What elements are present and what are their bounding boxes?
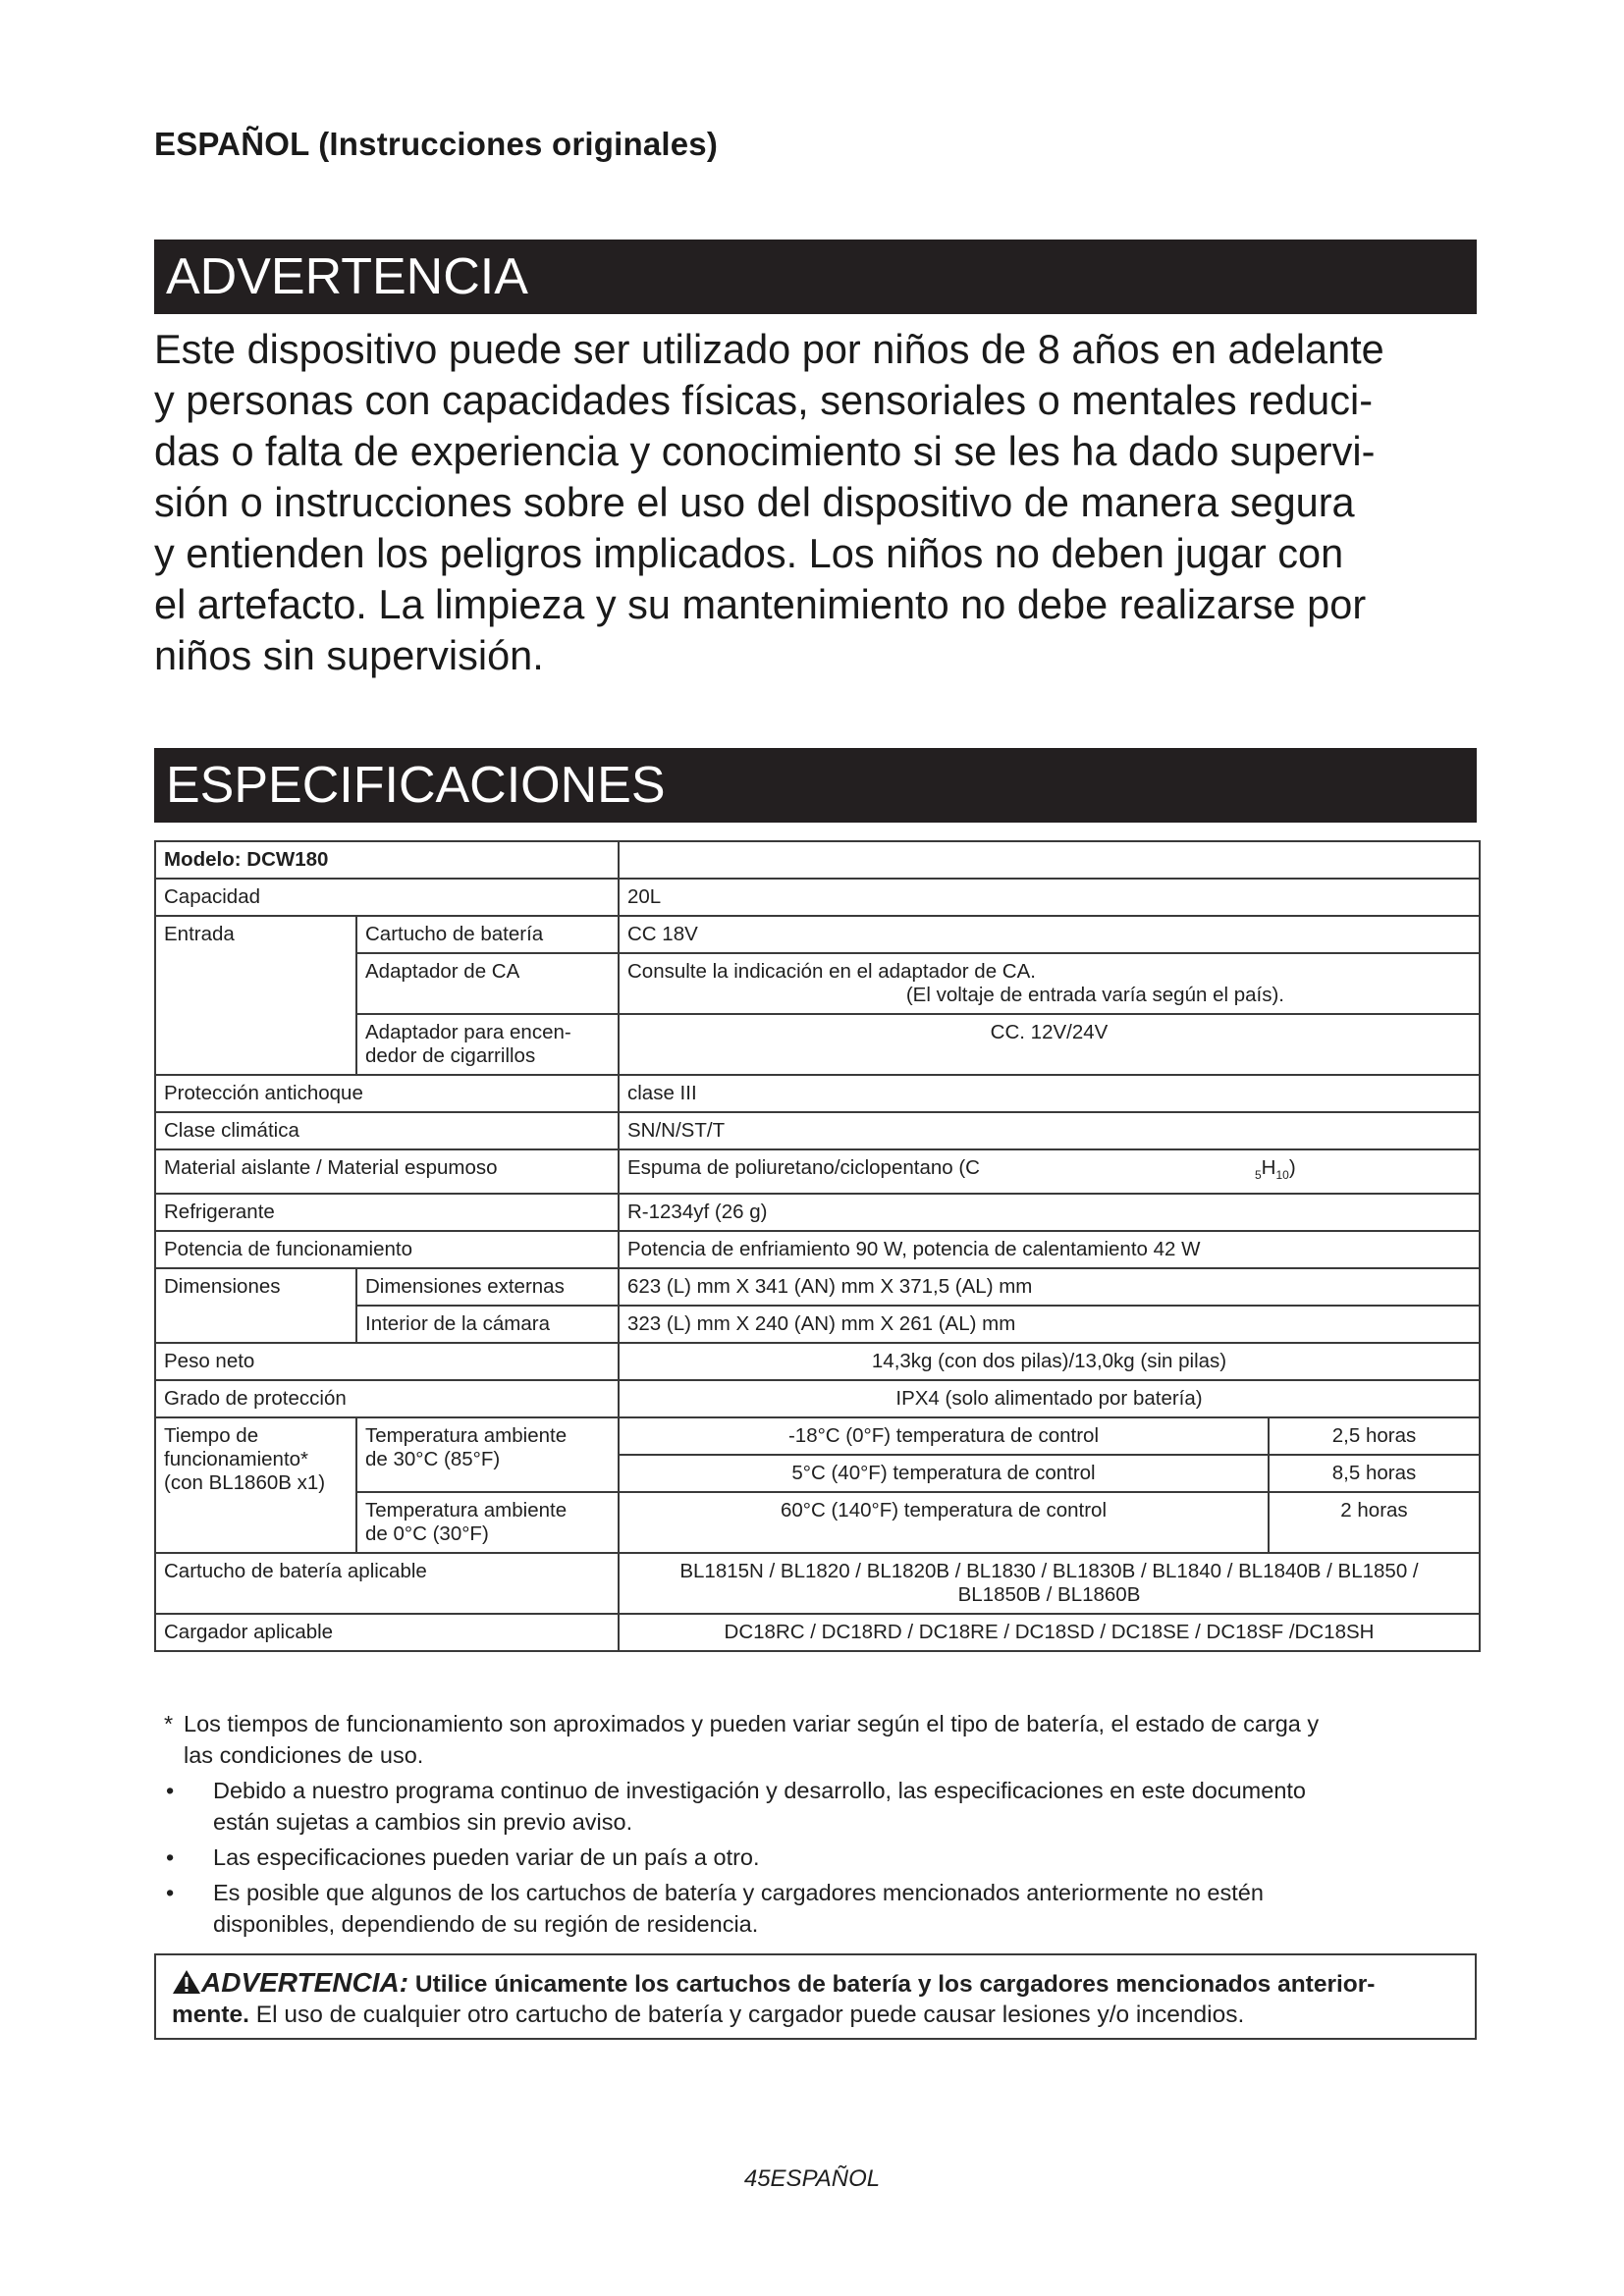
table-row xyxy=(155,1231,1480,1268)
refrigerant-value: R-1234yf (26 g) xyxy=(619,1194,1480,1231)
runtime-condition: 5°C (40°F) temperatura de control xyxy=(619,1455,1269,1492)
table-row xyxy=(155,1268,1480,1306)
formula-subscript: 5 xyxy=(1254,1168,1262,1183)
dimensions-label: Dimensiones xyxy=(155,1268,356,1343)
runtime-hours: 2,5 horas xyxy=(1269,1417,1480,1455)
table-row xyxy=(155,916,1480,953)
ac-adapter-label: Adaptador de CA xyxy=(356,953,619,1014)
interior-dimensions-value: 323 (L) mm X 240 (AN) mm X 261 (AL) mm xyxy=(619,1306,1480,1343)
warning-bold-text: Utilice únicamente los cartuchos de batería y los cargadores mencionados anterior- xyxy=(414,1971,1376,1998)
warning-line: el artefacto. La limpieza y su mantenimiento no debe realizarse por xyxy=(154,581,1367,627)
external-dimensions-value: 623 (L) mm X 341 (AN) mm X 371,5 (AL) mm xyxy=(619,1268,1480,1306)
specification-notes xyxy=(154,1708,1480,1944)
warning-body-text: El uso de cualquier otro cartucho de batería y cargador puede causar lesiones y/o incendios. xyxy=(255,2002,1245,2028)
power-label: Potencia de funcionamiento xyxy=(155,1231,619,1268)
ac-adapter-text: Consulte la indicación en el adaptador de CA. xyxy=(627,960,1036,983)
note-line: Los tiempos de funcionamiento son aproximados y pueden variar según el tipo de batería, el estado de carga y xyxy=(184,1711,1320,1736)
interior-dimensions-label: Interior de la cámara xyxy=(356,1306,619,1343)
applicable-battery-line: BL1815N / BL1820 / BL1820B / BL1830 / BL1830B / BL1840 / BL1840B / BL1850 / xyxy=(679,1560,1419,1583)
runtime-hours: 8,5 horas xyxy=(1269,1455,1480,1492)
footer-language: ESPAÑOL xyxy=(770,2165,881,2192)
note-line: disponibles, dependiendo de su región de residencia. xyxy=(213,1911,759,1937)
insulation-text: Espuma de poliuretano/ciclopentano (C xyxy=(627,1156,980,1179)
table-row xyxy=(155,1553,1480,1614)
input-label: Entrada xyxy=(155,916,356,1075)
warning-lead: ADVERTENCIA: xyxy=(201,1967,409,1998)
external-dimensions-label: Dimensiones externas xyxy=(356,1268,619,1306)
capacity-label: Capacidad xyxy=(155,879,619,916)
note-line: Las especificaciones pueden variar de un país a otro. xyxy=(213,1844,760,1870)
warning-line: sión o instrucciones sobre el uso del dispositivo de manera segura xyxy=(154,479,1355,525)
cigarette-adapter-label-line: Adaptador para encen- xyxy=(365,1021,571,1043)
climate-class-label: Clase climática xyxy=(155,1112,619,1149)
net-weight-label: Peso neto xyxy=(155,1343,619,1380)
applicable-battery-value xyxy=(619,1553,1480,1614)
runtime-footnote xyxy=(154,1708,1480,1771)
runtime-label-line: funcionamiento* xyxy=(164,1448,309,1471)
note-bullet xyxy=(154,1842,1480,1873)
table-row xyxy=(155,879,1480,916)
applicable-battery-line: BL1850B / BL1860B xyxy=(957,1583,1141,1607)
table-row xyxy=(155,1112,1480,1149)
warning-line: Este dispositivo puede ser utilizado por niños de 8 años en adelante xyxy=(154,326,1384,372)
note-bullet xyxy=(154,1877,1480,1940)
table-row xyxy=(155,1149,1480,1194)
runtime-label-line: (con BL1860B x1) xyxy=(164,1471,326,1495)
bullet-mark: • xyxy=(166,1844,175,1870)
ip-rating-value: IPX4 (solo alimentado por batería) xyxy=(619,1380,1480,1417)
runtime-condition: -18°C (0°F) temperatura de control xyxy=(619,1417,1269,1455)
formula-close: ) xyxy=(1288,1156,1296,1179)
formula-element: H xyxy=(1261,1156,1276,1179)
ambient-label-line: Temperatura ambiente xyxy=(365,1499,568,1522)
applicable-battery-label: Cartucho de batería aplicable xyxy=(155,1553,619,1614)
table-row xyxy=(155,1614,1480,1651)
runtime-label xyxy=(155,1417,356,1553)
climate-class-value: SN/N/ST/T xyxy=(619,1112,1480,1149)
battery-value: CC 18V xyxy=(619,916,1480,953)
note-line: están sujetas a cambios sin previo aviso. xyxy=(213,1809,633,1835)
ambient-label-line: de 0°C (30°F) xyxy=(365,1522,489,1546)
warning-line: y entienden los peligros implicados. Los niños no deben jugar con xyxy=(154,530,1344,576)
power-value: Potencia de enfriamiento 90 W, potencia de calentamiento 42 W xyxy=(619,1231,1480,1268)
ambient-label-line: de 30°C (85°F) xyxy=(365,1448,501,1471)
refrigerant-label: Refrigerante xyxy=(155,1194,619,1231)
capacity-value: 20L xyxy=(619,879,1480,916)
note-bullet xyxy=(154,1775,1480,1838)
applicable-charger-label: Cargador aplicable xyxy=(155,1614,619,1651)
ip-rating-label: Grado de protección xyxy=(155,1380,619,1417)
specifications-heading: ESPECIFICACIONES xyxy=(154,748,1477,823)
runtime-condition: 60°C (140°F) temperatura de control xyxy=(619,1492,1269,1553)
cigarette-adapter-label xyxy=(356,1014,619,1075)
insulation-value xyxy=(619,1149,1480,1194)
formula-subscript: 10 xyxy=(1275,1168,1289,1183)
ambient-30-label xyxy=(356,1417,619,1492)
note-line: Debido a nuestro programa continuo de investigación y desarrollo, las especificaciones en este documento xyxy=(213,1778,1306,1803)
model-cell: Modelo: DCW180 xyxy=(155,841,619,879)
warning-triangle-icon xyxy=(172,1969,201,1995)
table-row xyxy=(155,1194,1480,1231)
table-row xyxy=(155,1417,1480,1455)
insulation-label: Material aislante / Material espumoso xyxy=(155,1149,619,1194)
page-language-title: ESPAÑOL (Instrucciones originales) xyxy=(154,126,719,162)
bullet-mark: • xyxy=(166,1778,175,1803)
battery-warning-box xyxy=(154,1953,1477,2040)
shock-protection-label: Protección antichoque xyxy=(155,1075,619,1112)
bullet-mark: • xyxy=(166,1880,175,1905)
warning-bold-text: mente. xyxy=(172,2002,249,2028)
cigarette-adapter-value: CC. 12V/24V xyxy=(619,1014,1480,1075)
ac-adapter-value xyxy=(619,953,1480,1014)
table-row xyxy=(155,1075,1480,1112)
warning-line: das o falta de experiencia y conocimiento si se les ha dado supervi- xyxy=(154,428,1376,474)
runtime-label-line: Tiempo de xyxy=(164,1424,259,1448)
warning-heading: ADVERTENCIA xyxy=(154,240,1477,314)
battery-label: Cartucho de batería xyxy=(356,916,619,953)
specifications-table xyxy=(154,840,1481,1652)
shock-protection-value: clase III xyxy=(619,1075,1480,1112)
ambient-label-line: Temperatura ambiente xyxy=(365,1424,568,1448)
table-row xyxy=(155,1343,1480,1380)
warning-line: y personas con capacidades físicas, sensoriales o mentales reduci- xyxy=(154,377,1374,423)
warning-line: niños sin supervisión. xyxy=(154,632,544,678)
asterisk-mark: * xyxy=(164,1711,174,1736)
note-line: las condiciones de uso. xyxy=(184,1742,424,1768)
cigarette-adapter-label-line: dedor de cigarrillos xyxy=(365,1044,536,1067)
table-row xyxy=(155,841,1480,879)
net-weight-value: 14,3kg (con dos pilas)/13,0kg (sin pilas) xyxy=(619,1343,1480,1380)
runtime-hours: 2 horas xyxy=(1269,1492,1480,1553)
ambient-0-label xyxy=(356,1492,619,1553)
ac-adapter-note: (El voltaje de entrada varía según el país). xyxy=(905,984,1284,1006)
note-line: Es posible que algunos de los cartuchos de batería y cargadores mencionados anteriormente no estén xyxy=(213,1880,1264,1905)
applicable-charger-value: DC18RC / DC18RD / DC18RE / DC18SD / DC18SE / DC18SF /DC18SH xyxy=(619,1614,1480,1651)
page-footer xyxy=(0,2165,1624,2193)
warning-paragraph xyxy=(154,324,1482,681)
table-row xyxy=(155,1380,1480,1417)
page-number: 45 xyxy=(743,2165,771,2192)
